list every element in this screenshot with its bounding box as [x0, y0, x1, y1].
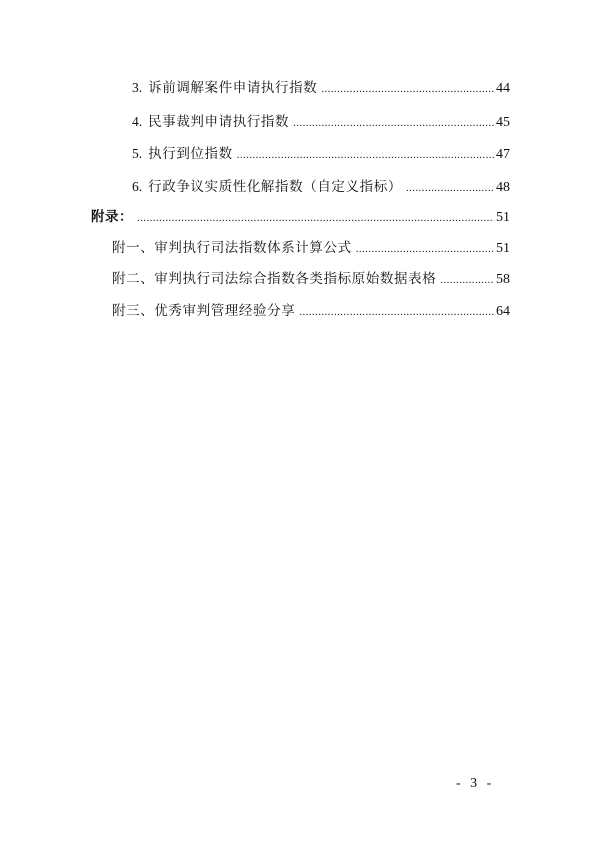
- toc-entry-page: 58: [496, 272, 510, 287]
- toc-entry-text: 诉前调解案件申请执行指数: [148, 80, 318, 96]
- toc-entry-number: 6.: [132, 179, 143, 194]
- toc-entry-page: 51: [496, 241, 510, 256]
- toc-entry-5[interactable]: [132, 144, 510, 164]
- toc-leader-dots: [321, 79, 494, 99]
- toc-entry-page: 64: [496, 304, 510, 319]
- toc-entry-page: 47: [496, 147, 510, 162]
- toc-entry-number: 4.: [132, 114, 143, 129]
- toc-entry-page: 51: [496, 210, 510, 225]
- toc-entry-4[interactable]: [132, 112, 510, 132]
- page-number: - 3 -: [456, 776, 495, 791]
- toc-entry-3[interactable]: [132, 78, 510, 98]
- toc-entry-title: 附三、优秀审判管理经验分享: [112, 303, 296, 319]
- toc-entry-appendix-1[interactable]: [112, 238, 510, 258]
- toc-entry-title: 附一、审判执行司法指数体系计算公式: [112, 240, 352, 256]
- toc-entry-text: 执行到位指数: [148, 146, 233, 162]
- toc-entry-6[interactable]: [132, 177, 510, 197]
- toc-leader-dots: [299, 302, 494, 322]
- toc-entry-title: [132, 177, 402, 197]
- toc-entry-title: [132, 78, 317, 98]
- toc-entry-title: [132, 112, 289, 132]
- toc-entry-page: 48: [496, 180, 510, 195]
- toc-entry-number: 5.: [132, 146, 143, 161]
- toc-leader-dots: [137, 208, 494, 228]
- toc-entry-appendix[interactable]: [91, 207, 510, 227]
- toc-leader-dots: [440, 270, 494, 290]
- toc-entry-appendix-3[interactable]: [112, 301, 510, 321]
- toc-leader-dots: [406, 178, 494, 198]
- toc-entry-title: 附二、审判执行司法综合指数各类指标原始数据表格: [112, 271, 437, 287]
- toc-entry-page: 44: [496, 81, 510, 96]
- toc-entry-text: 民事裁判申请执行指数: [148, 114, 290, 130]
- toc-entry-page: 45: [496, 115, 510, 130]
- toc-leader-dots: [293, 113, 494, 133]
- toc-entry-number: 3.: [132, 80, 143, 95]
- toc-entry-title: [132, 144, 233, 164]
- toc-entry-title: 附录：: [91, 209, 133, 225]
- toc-leader-dots: [237, 145, 494, 165]
- toc-entry-appendix-2[interactable]: [112, 269, 510, 289]
- toc-leader-dots: [356, 239, 494, 259]
- toc-entry-text: 行政争议实质性化解指数（自定义指标）: [148, 179, 402, 195]
